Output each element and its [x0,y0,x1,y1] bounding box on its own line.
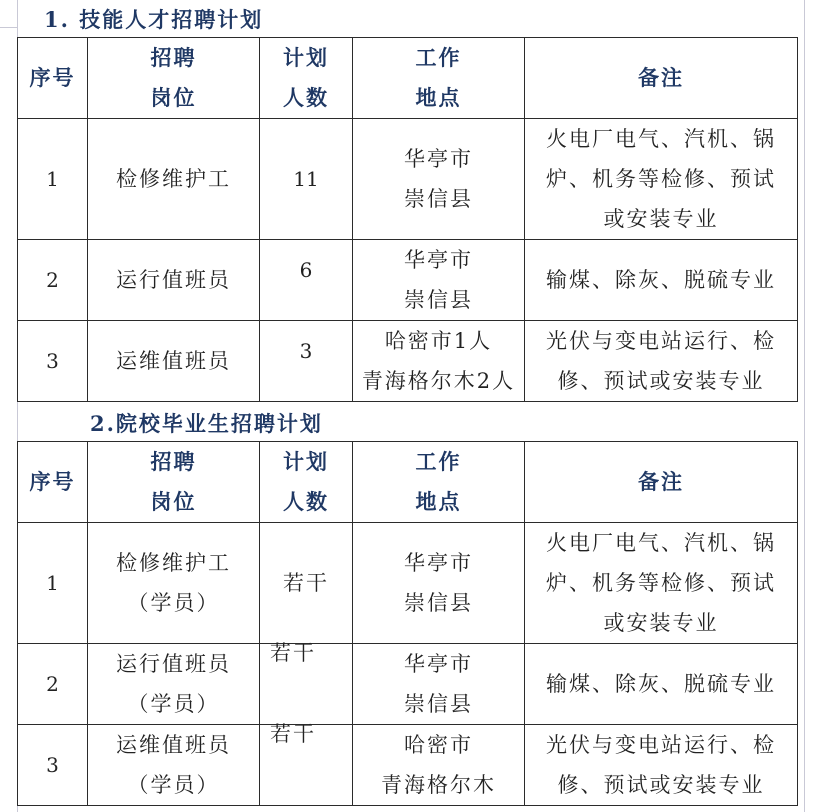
row-count: 11 [260,119,353,240]
row-no: 1 [18,119,88,240]
row-no: 3 [18,725,88,806]
header-count: 计划 人数 [260,38,353,119]
row-location: 华亭市 崇信县 [353,644,525,725]
header-post: 招聘 岗位 [88,38,260,119]
row-location: 华亭市 崇信县 [353,119,525,240]
row-no: 2 [18,644,88,725]
skilled-talent-table [17,37,798,402]
table-row [18,644,798,725]
header-location: 工作 地点 [353,38,525,119]
table-header-row [18,442,798,523]
row-location: 哈密市 青海格尔木 [353,725,525,806]
row-count: 若干 [270,641,316,665]
table-header-row [18,38,798,119]
row-remark: 输煤、除灰、脱硫专业 [525,644,798,725]
table-row [18,523,798,644]
row-count: 6 [260,240,353,321]
section1-heading: 1. 技能人才招聘计划 [44,7,264,32]
row-remark: 光伏与变电站运行、检 修、预试或安装专业 [525,321,798,402]
graduate-table [17,441,798,806]
margin-guide-right [804,0,805,812]
table-row [18,725,798,806]
row-no: 3 [18,321,88,402]
row-no: 2 [18,240,88,321]
row-location: 华亭市 崇信县 [353,523,525,644]
header-count: 计划 人数 [260,442,353,523]
section2-heading: 2.院校毕业生招聘计划 [90,411,323,436]
header-location: 工作 地点 [353,442,525,523]
row-remark: 光伏与变电站运行、检 修、预试或安装专业 [525,725,798,806]
row-count: 3 [260,321,353,402]
header-no: 序号 [18,442,88,523]
row-remark: 火电厂电气、汽机、锅 炉、机务等检修、预试 或安装专业 [525,119,798,240]
table-row [18,321,798,402]
table-row [18,240,798,321]
header-post: 招聘 岗位 [88,442,260,523]
header-remark: 备注 [525,442,798,523]
row-no: 1 [18,523,88,644]
row-count: 若干 [260,523,353,644]
row-post: 运行值班员 （学员） [88,644,260,725]
table-row [18,119,798,240]
row-post: 检修维护工 [88,119,260,240]
row-count: 若干 [270,722,316,746]
row-remark: 火电厂电气、汽机、锅 炉、机务等检修、预试 或安装专业 [525,523,798,644]
row-post: 运行值班员 [88,240,260,321]
header-no: 序号 [18,38,88,119]
margin-guide-top [0,27,18,28]
row-location: 哈密市1人 青海格尔木2人 [353,321,525,402]
row-location: 华亭市 崇信县 [353,240,525,321]
row-post: 检修维护工 （学员） [88,523,260,644]
row-remark: 输煤、除灰、脱硫专业 [525,240,798,321]
row-post: 运维值班员 （学员） [88,725,260,806]
row-post: 运维值班员 [88,321,260,402]
header-remark: 备注 [525,38,798,119]
